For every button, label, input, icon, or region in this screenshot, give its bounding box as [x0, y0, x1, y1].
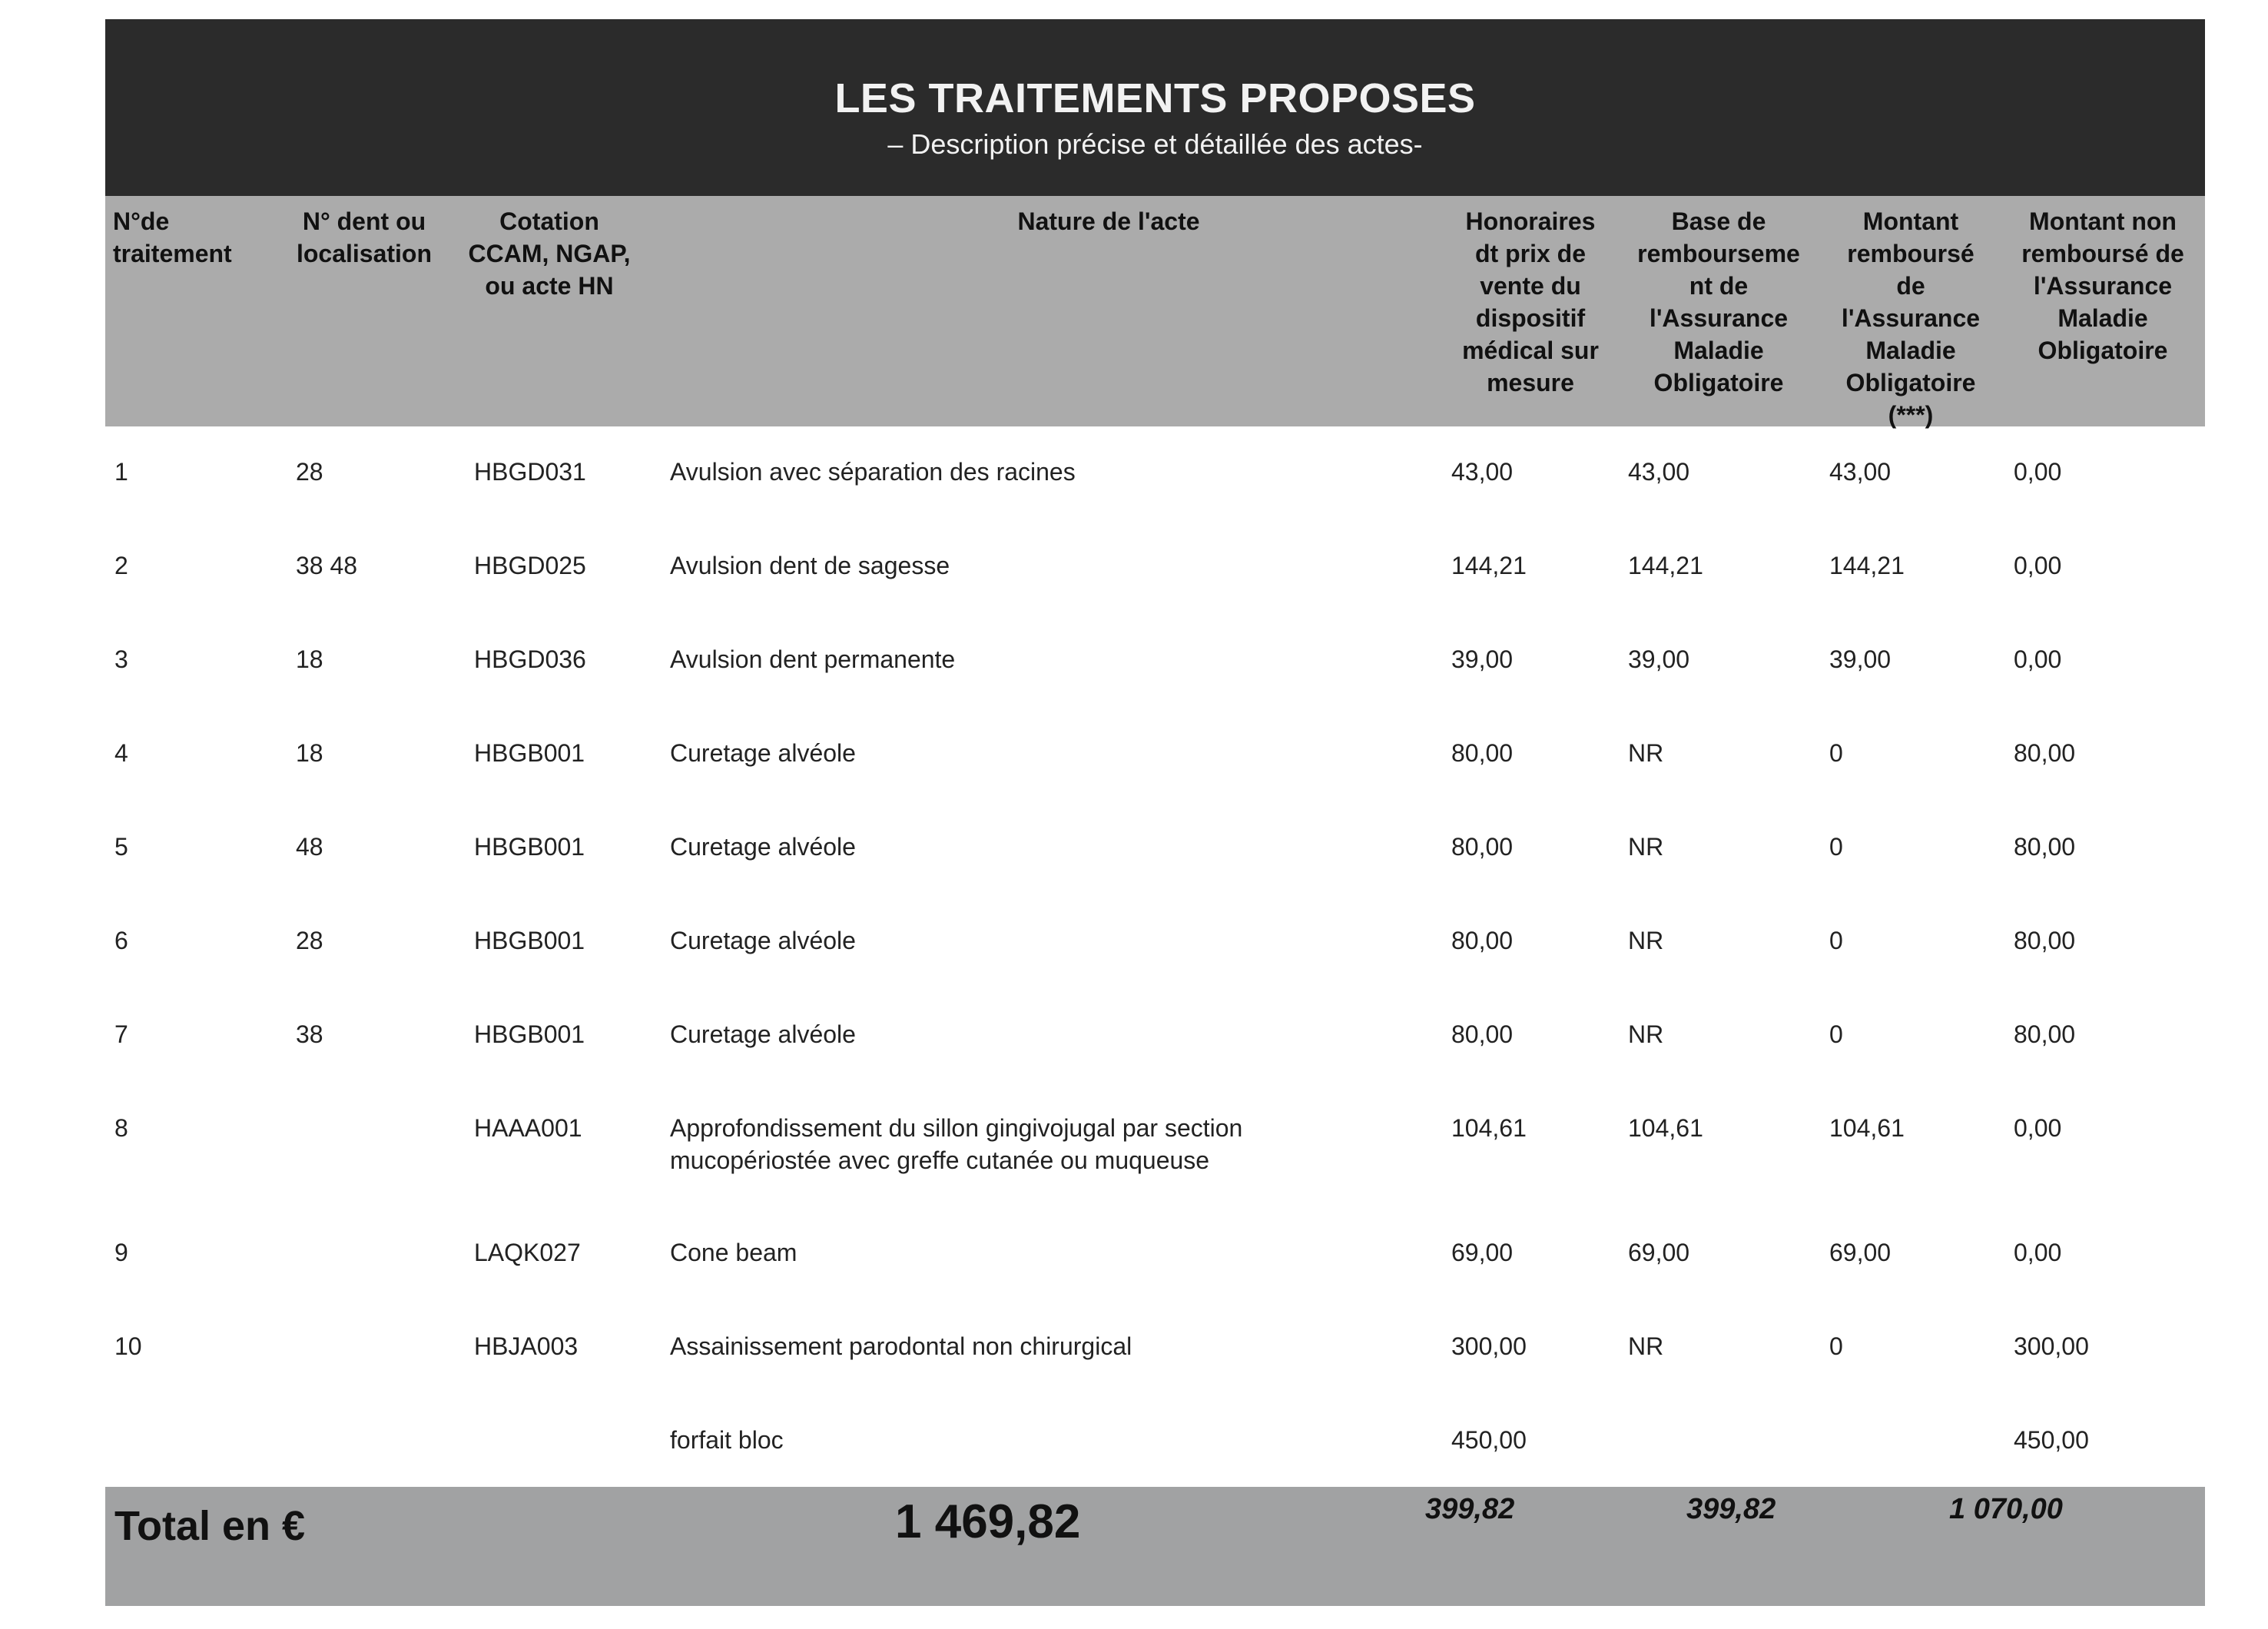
row-base: NR: [1628, 927, 1664, 954]
column-header-line: Maladie: [1865, 337, 1956, 364]
row-base: 104,61: [1628, 1114, 1703, 1142]
row-non-rembourse: 80,00: [2014, 833, 2076, 861]
row-num: 2: [114, 552, 128, 579]
row-non-rembourse: 0,00: [2014, 552, 2062, 579]
column-header-line: nt de: [1689, 272, 1749, 300]
column-header-line: Obligatoire: [1845, 369, 1976, 396]
row-dent: 28: [296, 458, 323, 486]
column-header-num: [113, 205, 267, 270]
row-honoraires: 450,00: [1451, 1426, 1527, 1454]
row-nature: Curetage alvéole: [670, 833, 856, 861]
row-cotation: HBGB001: [474, 927, 585, 954]
row-num: 4: [114, 739, 128, 767]
row-base: NR: [1628, 833, 1664, 861]
column-header-line: remboursé de: [2021, 240, 2184, 267]
row-nature: forfait bloc: [670, 1426, 784, 1454]
row-dent: 18: [296, 645, 323, 673]
column-header-line: Obligatoire: [1653, 369, 1784, 396]
row-num: 8: [114, 1114, 128, 1142]
column-header-montant-rembourse: [1822, 205, 1999, 431]
treatment-quote-table: [105, 19, 2205, 1487]
row-non-rembourse: 80,00: [2014, 927, 2076, 954]
row-honoraires: 80,00: [1451, 1020, 1514, 1048]
row-honoraires: 80,00: [1451, 739, 1514, 767]
row-non-rembourse: 80,00: [2014, 739, 2076, 767]
row-dent: 38: [296, 1020, 323, 1048]
row-non-rembourse: 0,00: [2014, 645, 2062, 673]
column-header-line: Base de: [1671, 207, 1766, 235]
row-cotation: HBGB001: [474, 833, 585, 861]
row-rembourse: 0: [1829, 739, 1843, 767]
column-header-line: Montant: [1862, 207, 1959, 235]
row-rembourse: 104,61: [1829, 1114, 1905, 1142]
row-rembourse: 144,21: [1829, 552, 1905, 579]
row-honoraires: 69,00: [1451, 1239, 1514, 1266]
row-base: 69,00: [1628, 1239, 1690, 1266]
row-base: 43,00: [1628, 458, 1690, 486]
row-cotation: HBGD025: [474, 552, 586, 579]
total-label: Total en €: [114, 1503, 306, 1549]
column-header-montant-non-rembourse: [2007, 205, 2199, 367]
column-header-line: Cotation: [499, 207, 599, 235]
row-non-rembourse: 0,00: [2014, 1114, 2062, 1142]
column-header-line: de: [1896, 272, 1925, 300]
row-cotation: HBGD036: [474, 645, 586, 673]
column-header-line: Maladie: [2057, 304, 2148, 332]
row-cotation: HBGB001: [474, 1020, 585, 1048]
row-nature: Avulsion dent permanente: [670, 645, 956, 673]
column-header-line: l'Assurance: [2033, 272, 2173, 300]
total-non-rembourse: 1 070,00: [1949, 1493, 2063, 1525]
row-nature: Curetage alvéole: [670, 1020, 856, 1048]
column-header-line: l'Assurance: [1649, 304, 1789, 332]
row-rembourse: 0: [1829, 833, 1843, 861]
column-header-line: CCAM, NGAP,: [468, 240, 631, 267]
column-header-nature: [666, 205, 1551, 237]
column-header-line: Montant non: [2029, 207, 2177, 235]
row-num: 6: [114, 927, 128, 954]
row-nature: Curetage alvéole: [670, 927, 856, 954]
row-honoraires: 300,00: [1451, 1332, 1527, 1360]
row-nature: Approfondissement du sillon gingivojugal par section mucopériostée avec greffe cutanée ou muqueuse: [670, 1114, 1243, 1174]
column-header-line: médical sur: [1462, 337, 1599, 364]
total-rembourse: 399,82: [1686, 1493, 1776, 1525]
column-header-row: [105, 196, 2205, 429]
row-rembourse: 0: [1829, 927, 1843, 954]
column-header-honoraires: [1442, 205, 1619, 399]
row-nature: Cone beam: [670, 1239, 797, 1266]
row-cotation: HBGD031: [474, 458, 586, 486]
row-non-rembourse: 0,00: [2014, 458, 2062, 486]
column-header-line: dt prix de: [1474, 240, 1586, 267]
column-header-line: Obligatoire: [2038, 337, 2168, 364]
column-header-line: N° dent ou: [302, 207, 426, 235]
row-dent: 18: [296, 739, 323, 767]
row-cotation: HBJA003: [474, 1332, 579, 1360]
total-honoraires: 1 469,82: [895, 1495, 1081, 1548]
row-honoraires: 43,00: [1451, 458, 1514, 486]
column-header-base: [1630, 205, 1807, 399]
row-cotation: HBGB001: [474, 739, 585, 767]
row-rembourse: 39,00: [1829, 645, 1892, 673]
row-dent: 28: [296, 927, 323, 954]
title-banner: [105, 19, 2205, 196]
column-header-line: Maladie: [1673, 337, 1764, 364]
column-header-line: ou acte HN: [485, 272, 614, 300]
column-header-line: remboursé: [1847, 240, 1975, 267]
row-rembourse: 43,00: [1829, 458, 1892, 486]
column-header-line: traitement: [113, 240, 232, 267]
row-rembourse: 69,00: [1829, 1239, 1892, 1266]
row-non-rembourse: 300,00: [2014, 1332, 2089, 1360]
row-honoraires: 144,21: [1451, 552, 1527, 579]
row-non-rembourse: 80,00: [2014, 1020, 2076, 1048]
row-base: NR: [1628, 739, 1664, 767]
row-base: NR: [1628, 1020, 1664, 1048]
page-title: LES TRAITEMENTS PROPOSES: [834, 75, 1476, 121]
column-header-line: l'Assurance: [1841, 304, 1981, 332]
table-body: [105, 426, 2205, 1487]
row-rembourse: 0: [1829, 1332, 1843, 1360]
row-cotation: HAAA001: [474, 1114, 582, 1142]
row-dent: 48: [296, 833, 323, 861]
row-base: NR: [1628, 1332, 1664, 1360]
column-header-line: rembourseme: [1637, 240, 1800, 267]
row-nature: Assainissement parodontal non chirurgical: [670, 1332, 1132, 1360]
page-subtitle: – Description précise et détaillée des actes-: [887, 128, 1423, 160]
row-nature: Avulsion avec séparation des racines: [670, 458, 1076, 486]
row-nature: Curetage alvéole: [670, 739, 856, 767]
column-header-line: (***): [1888, 401, 1934, 429]
row-cotation: LAQK027: [474, 1239, 581, 1266]
row-rembourse: 0: [1829, 1020, 1843, 1048]
row-honoraires: 80,00: [1451, 927, 1514, 954]
column-header-line: Honoraires: [1465, 207, 1596, 235]
row-nature: Avulsion dent de sagesse: [670, 552, 950, 579]
row-honoraires: 80,00: [1451, 833, 1514, 861]
row-non-rembourse: 450,00: [2014, 1426, 2089, 1454]
column-header-line: mesure: [1487, 369, 1574, 396]
row-base: 144,21: [1628, 552, 1703, 579]
column-header-line: Nature de l'acte: [1017, 207, 1200, 235]
column-header-line: localisation: [296, 240, 433, 267]
column-header-line: N°de: [113, 207, 170, 235]
row-num: 1: [114, 458, 128, 486]
row-non-rembourse: 0,00: [2014, 1239, 2062, 1266]
column-header-dent: [284, 205, 445, 270]
column-header-line: vente du: [1480, 272, 1581, 300]
row-honoraires: 39,00: [1451, 645, 1514, 673]
column-header-line: dispositif: [1475, 304, 1586, 332]
row-num: 5: [114, 833, 128, 861]
row-num: 10: [114, 1332, 142, 1360]
column-header-cotation: [465, 205, 634, 302]
total-row: [105, 1487, 2205, 1606]
row-num: 7: [114, 1020, 128, 1048]
row-num: 3: [114, 645, 128, 673]
row-num: 9: [114, 1239, 128, 1266]
row-dent: 38 48: [296, 552, 358, 579]
row-honoraires: 104,61: [1451, 1114, 1527, 1142]
row-base: 39,00: [1628, 645, 1690, 673]
total-base: 399,82: [1425, 1493, 1515, 1525]
